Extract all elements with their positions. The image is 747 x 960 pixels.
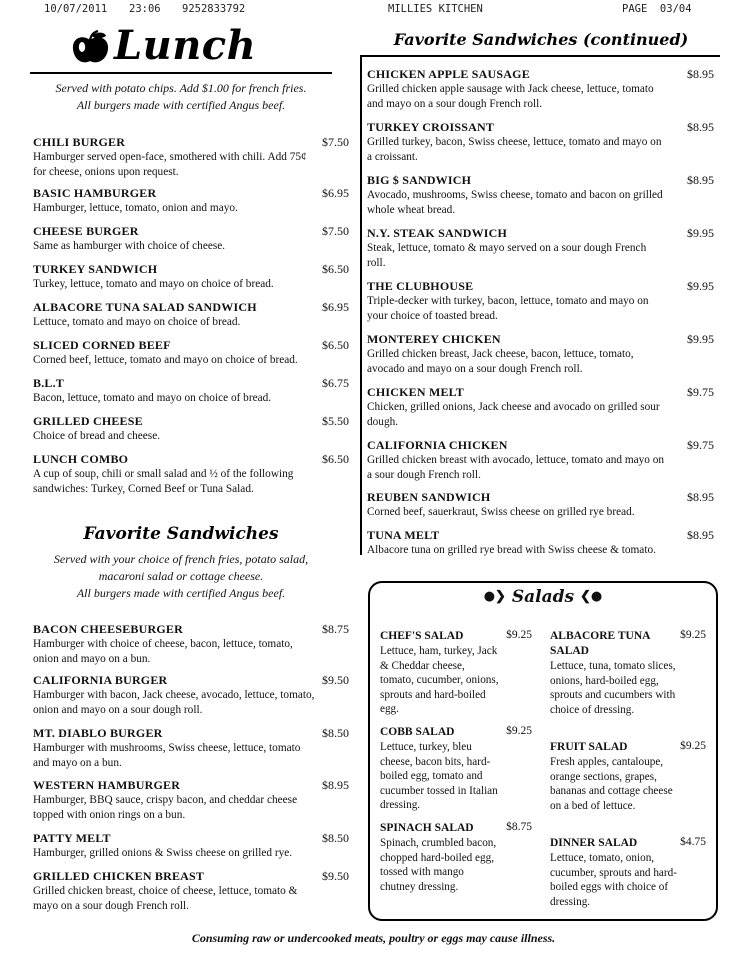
salads-box: [368, 581, 718, 921]
item-name: N.Y. STEAK SANDWICH: [367, 226, 508, 240]
item-description: Bacon, lettuce, tomato and mayo on choice of bread.: [33, 392, 272, 404]
item-name: BASIC HAMBURGER: [33, 186, 157, 200]
item-description: Lettuce, tomato and mayo on choice of bread.: [33, 316, 241, 328]
item-description: A cup of soup, chili or small salad and ½ of the following sandwiches: Turkey, Corned Beef or Tuna Salad.: [33, 468, 294, 495]
item-price: $4.75: [680, 836, 706, 848]
item-price: $8.75: [506, 821, 532, 833]
item-description: Corned beef, sauerkraut, Swiss cheese on grilled rye bread.: [367, 506, 635, 518]
item-price: $6.75: [322, 376, 349, 390]
item-price: $9.25: [680, 740, 706, 752]
item-name: ALBACORE TUNA SALAD SANDWICH: [33, 300, 257, 314]
favorite-intro-line: Served with your choice of french fries, potato salad,: [53, 552, 309, 566]
continued-divider: [362, 55, 720, 57]
item-description: Grilled chicken apple sausage with Jack cheese, lettuce, tomato and mayo on a sour dough French roll.: [367, 83, 654, 110]
item-price: $8.95: [687, 528, 714, 542]
item-description: Lettuce, tomato, onion, cucumber, sprouts and hard-boiled eggs with choice of dressing.: [550, 852, 677, 908]
column-divider: [360, 55, 362, 555]
item-price: $8.75: [322, 622, 349, 636]
item-name: MT. DIABLO BURGER: [33, 726, 163, 740]
item-price: $8.95: [687, 67, 714, 81]
favorite-intro: [30, 551, 332, 602]
favorite-intro-line: All burgers made with certified Angus beef.: [76, 586, 286, 600]
item-price: $7.50: [322, 224, 349, 238]
item-description: Hamburger with choice of cheese, bacon, lettuce, tomato, onion and mayo on a bun.: [33, 638, 293, 665]
fax-time: 23:06: [129, 3, 161, 15]
item-name: SLICED CORNED BEEF: [33, 338, 171, 352]
item-name: CHEF'S SALAD: [380, 630, 464, 642]
lunch-title-text: Lunch: [114, 22, 257, 69]
item-description: Lettuce, tuna, tomato slices, onions, hard-boiled egg, sprouts and cucumbers with choice of dressing.: [550, 660, 676, 716]
item-description: Grilled turkey, bacon, Swiss cheese, lettuce, tomato and mayo on a croissant.: [367, 136, 662, 163]
fax-restaurant-name: MILLIES KITCHEN: [388, 3, 483, 15]
lunch-divider: [30, 72, 332, 74]
item-name: BACON CHEESEBURGER: [33, 622, 183, 636]
item-price: $9.75: [687, 385, 714, 399]
item-name: TURKEY CROISSANT: [367, 120, 495, 134]
item-name: COBB SALAD: [380, 726, 455, 738]
item-description: Choice of bread and cheese.: [33, 430, 161, 442]
item-price: $6.50: [322, 452, 349, 466]
lunch-intro: [30, 80, 332, 114]
item-name: CHILI BURGER: [33, 135, 126, 149]
item-name: THE CLUBHOUSE: [367, 279, 474, 293]
item-price: $8.95: [687, 120, 714, 134]
item-description: Turkey, lettuce, tomato and mayo on choice of bread.: [33, 278, 274, 290]
lunch-title: [70, 22, 256, 72]
item-price: $6.50: [322, 262, 349, 276]
item-description: Hamburger with bacon, Jack cheese, avocado, lettuce, tomato, onion and mayo on a sour dough roll.: [33, 689, 315, 716]
salads-heading: [370, 587, 716, 607]
item-price: $9.95: [687, 279, 714, 293]
item-name: FRUIT SALAD: [550, 741, 628, 753]
item-name: TURKEY SANDWICH: [33, 262, 158, 276]
item-name: CHEESE BURGER: [33, 224, 139, 238]
item-price: $9.50: [322, 869, 349, 883]
item-name: CHICKEN APPLE SAUSAGE: [367, 67, 530, 81]
item-price: $7.50: [322, 135, 349, 149]
item-description: Fresh apples, cantaloupe, orange sections, grapes, bananas and cottage cheese on a bed of lettuce.: [550, 756, 673, 812]
item-price: $8.95: [687, 173, 714, 187]
ornament-right-icon: ❮●: [580, 589, 603, 604]
item-description: Grilled chicken breast with avocado, lettuce, tomato and mayo on a sour dough French roll.: [367, 454, 665, 481]
favorite-intro-line: macaroni salad or cottage cheese.: [98, 569, 264, 583]
item-description: Grilled chicken breast, choice of cheese, lettuce, tomato & mayo on a sour dough French roll.: [33, 885, 298, 912]
item-name: LUNCH COMBO: [33, 452, 129, 466]
item-description: Triple-decker with turkey, bacon, lettuce, tomato and mayo on your choice of toasted bread.: [367, 295, 649, 322]
item-description: Chicken, grilled onions, Jack cheese and avocado on grilled sour dough.: [367, 401, 660, 428]
fax-phone: 9252833792: [182, 3, 246, 15]
item-description: Lettuce, ham, turkey, Jack & Cheddar cheese, tomato, cucumber, onions, sprouts and hard-boiled egg.: [380, 645, 499, 715]
item-name: CALIFORNIA BURGER: [33, 673, 168, 687]
health-warning: Consuming raw or undercooked meats, poultry or eggs may cause illness.: [191, 931, 556, 945]
item-name: REUBEN SANDWICH: [367, 490, 491, 504]
item-price: $9.25: [506, 629, 532, 641]
item-description: Albacore tuna on grilled rye bread with Swiss cheese & tomato.: [367, 544, 656, 556]
favorite-continued-heading: Favorite Sandwiches (continued): [393, 30, 689, 49]
item-price: $9.95: [687, 332, 714, 346]
item-description: Same as hamburger with choice of cheese.: [33, 240, 226, 252]
item-name: CALIFORNIA CHICKEN: [367, 438, 508, 452]
item-price: $9.25: [506, 725, 532, 737]
item-description: Grilled chicken breast, Jack cheese, bacon, lettuce, tomato, avocado and mayo on a sour dough French roll.: [367, 348, 634, 375]
item-price: $9.50: [322, 673, 349, 687]
item-description: Avocado, mushrooms, Swiss cheese, tomato and bacon on grilled whole wheat bread.: [367, 189, 663, 216]
item-name: TUNA MELT: [367, 528, 440, 542]
item-price: $6.95: [322, 300, 349, 314]
item-description: Steak, lettuce, tomato & mayo served on a sour dough French roll.: [367, 242, 647, 269]
fax-date: 10/07/2011: [44, 3, 108, 15]
fax-header: [0, 3, 747, 17]
item-price: $6.50: [322, 338, 349, 352]
item-description: Hamburger, BBQ sauce, crispy bacon, and cheddar cheese topped with onion rings on a bun.: [33, 794, 298, 821]
item-price: $9.25: [680, 629, 706, 641]
item-price: $8.50: [322, 726, 349, 740]
item-name: CHICKEN MELT: [367, 385, 464, 399]
item-description: Lettuce, turkey, bleu cheese, bacon bits, hard-boiled egg, tomato and cucumber tossed in Italian dressing.: [380, 741, 498, 811]
apple-logo-icon: [70, 30, 110, 66]
item-name: SPINACH SALAD: [380, 822, 474, 834]
item-name: GRILLED CHEESE: [33, 414, 143, 428]
item-name: PATTY MELT: [33, 831, 111, 845]
item-name: BIG $ SANDWICH: [367, 173, 472, 187]
item-name: MONTEREY CHICKEN: [367, 332, 501, 346]
item-description: Hamburger, grilled onions & Swiss cheese on grilled rye.: [33, 847, 293, 859]
lunch-intro-line: Served with potato chips. Add $1.00 for french fries.: [55, 81, 307, 95]
item-name: B.L.T: [33, 376, 65, 390]
item-name: DINNER SALAD: [550, 837, 638, 849]
item-description: Hamburger with mushrooms, Swiss cheese, lettuce, tomato and mayo on a bun.: [33, 742, 301, 769]
salads-heading-text: Salads: [511, 587, 575, 607]
item-name: GRILLED CHICKEN BREAST: [33, 869, 205, 883]
item-name: ALBACORE TUNA SALAD: [550, 630, 650, 657]
item-price: $8.50: [322, 831, 349, 845]
item-description: Spinach, crumbled bacon, chopped hard-boiled egg, tossed with mango chutney dressing.: [380, 837, 497, 893]
item-price: $5.50: [322, 414, 349, 428]
item-price: $8.95: [322, 778, 349, 792]
favorite-sandwiches-heading: Favorite Sandwiches: [83, 524, 279, 544]
item-description: Hamburger, lettuce, tomato, onion and mayo.: [33, 202, 238, 214]
lunch-intro-line: All burgers made with certified Angus beef.: [76, 98, 286, 112]
item-price: $9.75: [687, 438, 714, 452]
item-price: $9.95: [687, 226, 714, 240]
item-name: WESTERN HAMBURGER: [33, 778, 181, 792]
item-price: $8.95: [687, 490, 714, 504]
item-price: $6.95: [322, 186, 349, 200]
fax-page-number: PAGE 03/04: [622, 3, 692, 15]
ornament-left-icon: ●❯: [483, 589, 506, 604]
item-description: Hamburger served open-face, smothered with chili. Add 75¢ for cheese, onions upon request.: [33, 151, 307, 178]
item-description: Corned beef, lettuce, tomato and mayo on choice of bread.: [33, 354, 298, 366]
